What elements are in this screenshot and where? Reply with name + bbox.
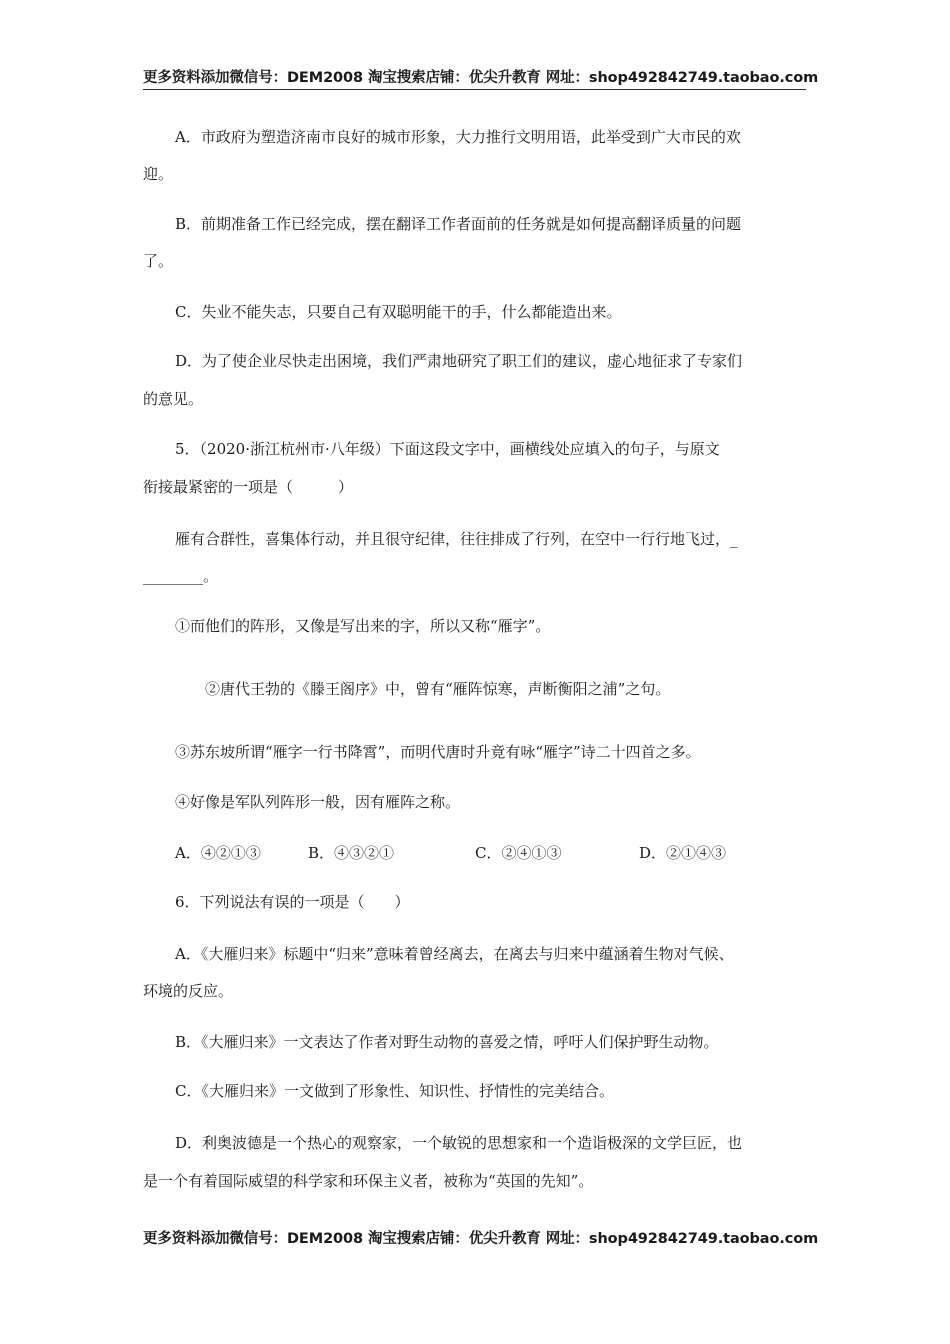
q4-option-a-line2: 迎。 [143, 165, 174, 183]
q6-option-d-line1: D．利奥波德是一个热心的观察家，一个敏锐的思想家和一个造诣极深的文学巨匠，也 [175, 1134, 743, 1152]
q4-option-a-line1: A．市政府为塑造济南市良好的城市形象，大力推行文明用语，此举受到广大市民的欢 [175, 128, 741, 146]
q6-stem: 6．下列说法有误的一项是（ ） [175, 893, 410, 911]
q5-stem-line2: 衔接最紧密的一项是（ ） [143, 478, 354, 496]
q6-option-d-line2: 是一个有着国际威望的科学家和环保主义者，被称为“英国的先知”。 [143, 1172, 594, 1190]
page-footer: 更多资料添加微信号：DEM2008 淘宝搜索店铺：优尖升教育 网址：shop492842749.taobao.com [143, 1231, 819, 1247]
page-header: 更多资料添加微信号：DEM2008 淘宝搜索店铺：优尖升教育 网址：shop492842749.taobao.com [143, 70, 819, 86]
q6-option-c: C．《大雁归来》一文做到了形象性、知识性、抒情性的完美结合。 [175, 1082, 614, 1100]
q5-sentence-2: ②唐代王勃的《滕王阁序》中，曾有“雁阵惊寒，声断衡阳之浦”之句。 [205, 680, 671, 698]
q4-option-c: C．失业不能失志，只要自己有双聪明能干的手，什么都能造出来。 [175, 303, 622, 321]
q5-passage-line2: ________。 [143, 567, 219, 585]
q4-option-d-line1: D．为了使企业尽快走出困境，我们严肃地研究了职工们的建议，虚心地征求了专家们 [175, 352, 743, 370]
q5-choice-b: B．④③②① [308, 844, 395, 862]
q6-option-a-line1: A．《大雁归来》标题中“归来”意味着曾经离去，在离去与归来中蕴涵着生物对气候、 [175, 945, 734, 963]
q4-option-b-line2: 了。 [143, 252, 174, 270]
q6-option-b: B．《大雁归来》一文表达了作者对野生动物的喜爱之情，呼吁人们保护野生动物。 [175, 1033, 719, 1051]
q5-sentence-4: ④好像是军队列阵形一般，因有雁阵之称。 [175, 793, 461, 811]
q5-passage-line1: 雁有合群性，喜集体行动，并且很守纪律，往往排成了行列，在空中一行行地飞过，_ [175, 530, 738, 548]
q5-sentence-1: ①而他们的阵形，又像是写出来的字，所以又称“雁字”。 [175, 617, 551, 635]
q5-sentence-3: ③苏东坡所谓“雁字一行书降霄”，而明代唐时升竟有咏“雁字”诗二十四首之多。 [175, 743, 701, 761]
q5-choice-a: A．④②①③ [175, 844, 261, 862]
header-divider [143, 89, 806, 90]
q6-option-a-line2: 环境的反应。 [143, 982, 234, 1000]
q4-option-d-line2: 的意见。 [143, 390, 204, 408]
q5-choice-c: C．②④①③ [475, 844, 562, 862]
q5-stem-line1: 5．（2020·浙江杭州市·八年级）下面这段文字中，画横线处应填入的句子，与原文 [175, 440, 720, 458]
q5-choice-d: D．②①④③ [639, 844, 727, 862]
q4-option-b-line1: B．前期准备工作已经完成，摆在翻译工作者面前的任务就是如何提高翻译质量的问题 [175, 215, 742, 233]
